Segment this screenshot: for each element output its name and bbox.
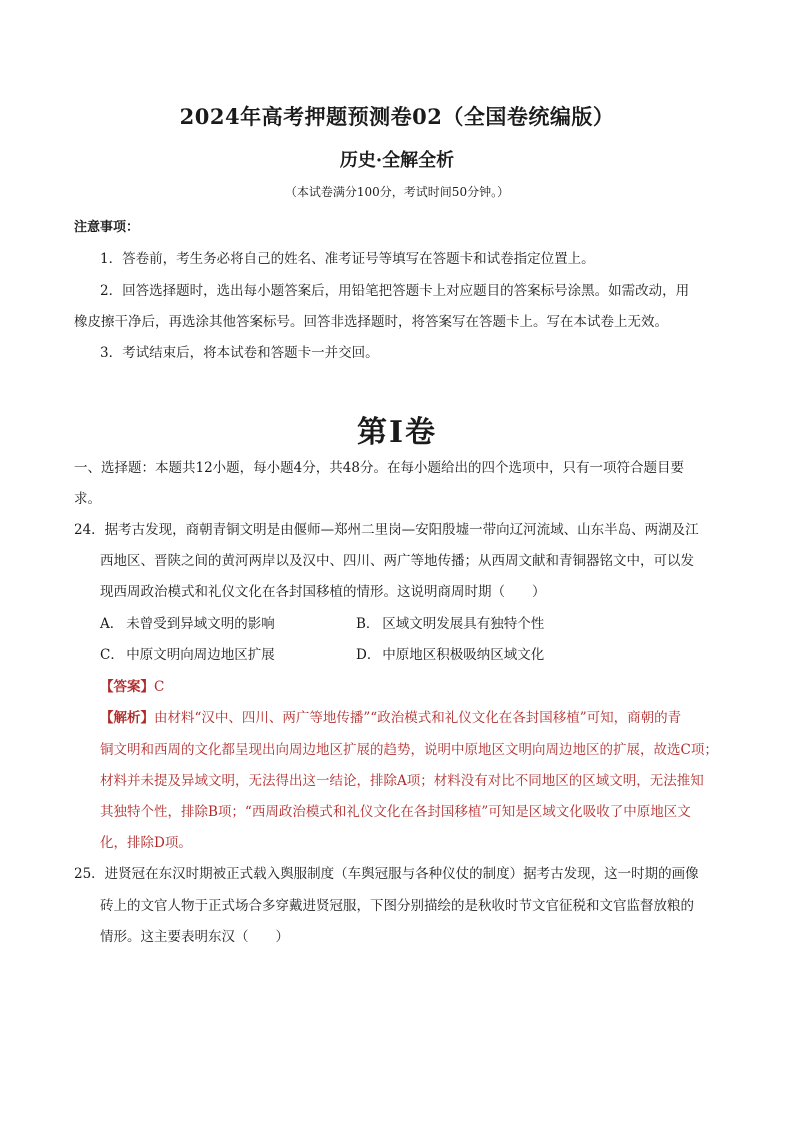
q24-analysis-line-4: 其独特个性，排除B项；“西周政治模式和礼仪文化在各封国移植”可知是区域文化吸收了中原地区文 [100,804,691,820]
q24-option-b [356,612,544,632]
q24-option-c [100,643,275,663]
q24-option-a [100,612,275,632]
section-instruction-line-2: 求。 [74,491,101,507]
analysis-text: 由材料“汉中、四川、两广等地传播”“政治模式和礼仪文化在各封国移植”可知，商朝的青 [154,710,682,726]
answer-value: C [154,679,165,695]
q25-stem-line-3: 情形。这主要表明东汉（ ） [100,929,289,945]
q24-stem-line-1: 24．据考古发现，商朝青铜文明是由偃师—郑州二里岗—安阳殷墟一带向辽河流域、山东半岛、两湖及江 [74,522,699,538]
score-note: （本试卷满分100分，考试时间50分钟。） [284,185,510,199]
option-letter: A． [100,616,124,632]
answer-label: 【答案】 [100,679,154,695]
notice-line-1: 1．答卷前，考生务必将自己的姓名、准考证号等填写在答题卡和试卷指定位置上。 [100,251,595,267]
option-text: 区域文明发展具有独特个性 [382,616,545,632]
exam-title: 2024年高考押题预测卷02（全国卷统编版） [179,104,615,129]
q25-stem-line-2: 砖上的文官人物于正式场合多穿戴进贤冠服，下图分别描绘的是秋收时节文官征税和文官监督放粮的 [100,898,694,914]
q24-analysis-line-3: 材料并未提及异域文明，无法得出这一结论，排除A项；材料没有对比不同地区的区域文明，无法推知 [100,773,704,789]
notice-line-4: 3．考试结束后，将本试卷和答题卡一并交回。 [100,345,379,361]
section-instruction-line-1: 一、选择题：本题共12小题，每小题4分，共48分。在每小题给出的四个选项中，只有一项符合题目要 [74,460,684,476]
option-letter: D． [356,647,381,663]
q24-option-d [356,643,544,663]
q24-analysis-line-2: 铜文明和西周的文化都呈现出向周边地区扩展的趋势，说明中原地区文明向周边地区的扩展，故选C项； [100,742,718,758]
option-text: 中原文明向周边地区扩展 [126,647,275,663]
q24-answer [100,675,164,695]
notice-line-2: 2．回答选择题时，选出每小题答案后，用铅笔把答题卡上对应题目的答案标号涂黑。如需改动，用 [100,283,690,299]
q24-analysis-line-5: 化，排除D项。 [100,835,192,851]
q24-stem-line-2: 西地区、晋陕之间的黄河两岸以及汉中、四川、两广等地传播；从西周文献和青铜器铭文中，可以发 [100,553,694,569]
analysis-label: 【解析】 [100,710,154,726]
option-text: 未曾受到异域文明的影响 [126,616,275,632]
q24-stem-line-3: 现西周政治模式和礼仪文化在各封国移植的情形。这说明商周时期（ ） [100,584,546,600]
exam-subtitle: 历史·全解全析 [339,150,455,171]
q24-analysis-line-1 [100,706,681,726]
option-text: 中原地区积极吸纳区域文化 [382,647,545,663]
q25-stem-line-1: 25．进贤冠在东汉时期被正式载入舆服制度（车舆冠服与各种仪仗的制度）据考古发现，这一时期的画像 [74,866,699,882]
part-title: 第Ⅰ卷 [356,415,438,450]
option-letter: C． [100,647,124,663]
notice-line-3: 橡皮擦干净后，再选涂其他答案标号。回答非选择题时，将答案写在答题卡上。写在本试卷上无效。 [74,314,668,330]
option-letter: B． [356,616,380,632]
notice-heading: 注意事项： [74,220,140,235]
